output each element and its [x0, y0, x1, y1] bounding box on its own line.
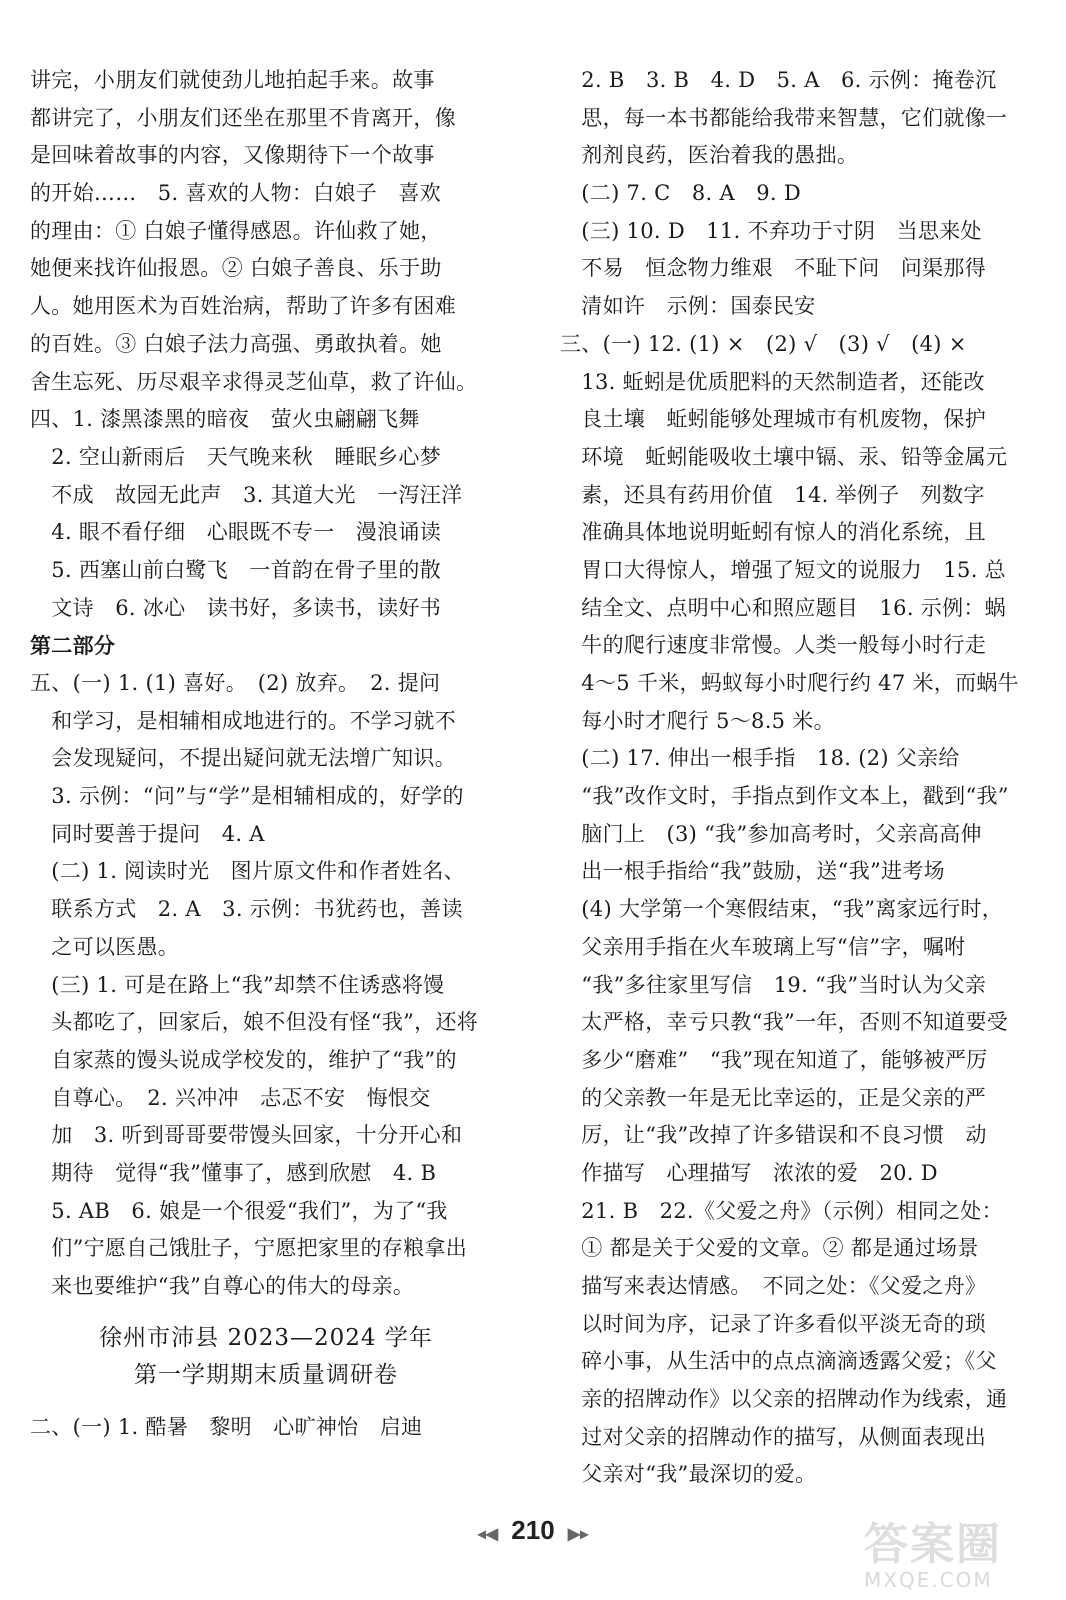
text-line: 良土壤 蚯蚓能够处理城市有机废物，保护 [560, 407, 986, 432]
text-line: 的开始…… 5. 喜欢的人物：白娘子 喜欢 [30, 181, 442, 206]
exam-title-line2: 第一学期期末质量调研卷 [134, 1362, 398, 1389]
text-line: 胃口大得惊人，增强了短文的说服力 15. 总 [560, 557, 1006, 582]
spacer [30, 1395, 502, 1409]
text-line: 2. B 3. B 4. D 5. A 6. 示例：掩卷沉 [560, 68, 997, 92]
text-line: 结全文、点明中心和照应题目 16. 示例：蜗 [560, 595, 1006, 620]
text-line: 每小时才爬行 5～8.5 米。 [560, 708, 835, 733]
left-column [30, 62, 502, 1447]
text-line: 亲的招牌动作》以父亲的招牌动作为线索，通 [560, 1387, 1008, 1412]
text-line: 不成 故园无此声 3. 其道大光 一泻汪洋 [30, 482, 463, 507]
watermark-logo: 答案圈 [864, 1519, 1002, 1570]
watermark-url: MXQE.COM [864, 1568, 993, 1592]
text-line: ① 都是关于父爱的文章。② 都是通过场景 [560, 1236, 979, 1261]
text-line: 都讲完了，小朋友们还坐在那里不肯离开，像 [30, 105, 456, 130]
text-line: 文诗 6. 冰心 读书好，多读书，读好书 [30, 595, 442, 620]
text-line: (二) 17. 伸出一根手指 18. (2) 父亲给 [560, 746, 960, 771]
text-line: 思，每一本书都能给我带来智慧，它们就像一 [560, 105, 1008, 130]
text-line: 的父亲教一年是无比幸运的，正是父亲的严 [560, 1085, 986, 1110]
text-line: 来也要维护“我”自尊心的伟大的母亲。 [30, 1274, 415, 1298]
text-line: 五、(一) 1. (1) 喜好。 (2) 放弃。 2. 提问 [30, 671, 441, 695]
spacer [30, 1306, 502, 1320]
text-line: 三、(一) 12. (1) × (2) √ (3) √ (4) × [560, 331, 967, 356]
text-line: (二) 7. C 8. A 9. D [560, 181, 801, 206]
text-line: 自尊心。 2. 兴冲冲 忐忑不安 悔恨交 [30, 1085, 431, 1110]
text-line: “我”多往家里写信 19. “我”当时认为父亲 [560, 972, 987, 997]
text-line: 讲完，小朋友们就使劲儿地拍起手来。故事 [30, 68, 435, 92]
prev-arrow-icon: ◂◀ [477, 1526, 499, 1543]
text-line: 牛的爬行速度非常慢。人类一般每小时行走 [560, 633, 986, 658]
text-line: 二、(一) 1. 酷暑 黎明 心旷神怡 启迪 [30, 1415, 423, 1440]
text-line: 3. 示例：“问”与“学”是相辅相成的，好学的 [30, 784, 464, 809]
text-line: 舍生忘死、历尽艰辛求得灵芝仙草，救了许仙。 [30, 369, 478, 394]
text-line: 自家蒸的馒头说成学校发的，维护了“我”的 [30, 1047, 457, 1072]
page-number: 210 [511, 1515, 555, 1545]
watermark [864, 1508, 1054, 1594]
text-line: 清如许 示例：国泰民安 [560, 294, 816, 319]
text-line: 出一根手指给“我”鼓励，送“我”进考场 [560, 859, 945, 884]
text-line: 父亲对“我”最深切的爱。 [560, 1462, 817, 1487]
text-line: 会发现疑问，不提出疑问就无法增广知识。 [30, 746, 456, 771]
text-line: 2. 空山新雨后 天气晚来秋 睡眠乡心梦 [30, 444, 442, 469]
text-line: (三) 1. 可是在路上“我”却禁不住诱惑将馒 [30, 972, 445, 997]
text-line: 的理由：① 白娘子懂得感恩。许仙救了她， [30, 218, 442, 243]
text-line: (三) 10. D 11. 不弃功于寸阴 当思来处 [560, 218, 982, 243]
text-line: 的百姓。③ 白娘子法力高强、勇敢执着。她 [30, 331, 442, 356]
text-line: 父亲用手指在火车玻璃上写“信”字，嘱咐 [560, 934, 966, 959]
text-line: “我”改作文时，手指点到作文本上，戳到“我” [560, 784, 1009, 809]
text-line: 5. AB 6. 娘是一个很爱“我们”，为了“我 [30, 1198, 448, 1223]
text-line: 头都吃了，回家后，娘不但没有怪“我”，还将 [30, 1010, 479, 1035]
text-line: 之可以医愚。 [30, 934, 180, 959]
text-line: 不易 恒念物力维艰 不耻下问 问渠那得 [560, 256, 986, 281]
text-line: 加 3. 听到哥哥要带馒头回家，十分开心和 [30, 1123, 463, 1148]
section-heading: 第二部分 [30, 633, 116, 659]
text-line: 4. 眼不看仔细 心眼既不专一 漫浪诵读 [30, 520, 442, 545]
text-line: 人。她用医术为百姓治病，帮助了许多有困难 [30, 294, 456, 319]
text-line: (二) 1. 阅读时光 图片原文件和作者姓名、 [30, 859, 465, 884]
text-line: 准确具体地说明蚯蚓有惊人的消化系统，且 [560, 520, 986, 545]
text-line: 描写来表达情感。 不同之处：《父爱之舟》 [560, 1274, 987, 1298]
text-line: 们”宁愿自己饿肚子，宁愿把家里的存粮拿出 [30, 1236, 468, 1261]
text-line: 环境 蚯蚓能吸收土壤中镉、汞、铅等金属元 [560, 444, 1008, 469]
text-line: 13. 蚯蚓是优质肥料的天然制造者，还能改 [560, 369, 985, 394]
text-line: 素，还具有药用价值 14. 举例子 列数字 [560, 482, 985, 507]
text-line: 她便来找许仙报恩。② 白娘子善良、乐于助 [30, 256, 442, 281]
text-line: 联系方式 2. A 3. 示例：书犹药也，善读 [30, 897, 463, 922]
text-line: 剂剂良药，医治着我的愚拙。 [560, 143, 859, 168]
text-line: 碎小事，从生活中的点点滴滴透露父爱；《父 [560, 1349, 997, 1374]
text-line: 四、1. 漆黑漆黑的暗夜 萤火虫翩翩飞舞 [30, 407, 420, 432]
text-line: 厉，让“我”改掉了许多错误和不良习惯 动 [560, 1123, 987, 1148]
text-line: 5. 西塞山前白鹭飞 一首韵在骨子里的散 [30, 557, 442, 582]
text-line: 21. B 22.《父爱之舟》（示例）相同之处： [560, 1198, 1003, 1223]
next-arrow-icon: ▶▸ [567, 1526, 589, 1543]
text-line: 以时间为序，记录了许多看似平淡无奇的琐 [560, 1311, 986, 1336]
right-column [560, 62, 1030, 1494]
text-line: 和学习，是相辅相成地进行的。不学习就不 [30, 708, 456, 733]
text-line: 多少“磨难” “我”现在知道了，能够被严厉 [560, 1047, 988, 1072]
text-line: 作描写 心理描写 浓浓的爱 20. D [560, 1160, 938, 1185]
text-line: 是回味着故事的内容，又像期待下一个故事 [30, 143, 435, 168]
text-line: 同时要善于提问 4. A [30, 821, 265, 846]
exam-title-line1: 徐州市沛县 2023—2024 学年 [99, 1324, 433, 1351]
text-line: 过对父亲的招牌动作的描写，从侧面表现出 [560, 1424, 986, 1449]
text-line: (4) 大学第一个寒假结束，“我”离家远行时， [560, 897, 1004, 922]
text-line: 4～5 千米，蚂蚁每小时爬行约 47 米，而蜗牛 [560, 671, 1019, 695]
text-line: 期待 觉得“我”懂事了，感到欣慰 4. B [30, 1160, 437, 1185]
text-line: 脑门上 (3) “我”参加高考时，父亲高高伸 [560, 821, 982, 846]
text-line: 太严格，幸亏只教“我”一年，否则不知道要受 [560, 1010, 1009, 1035]
